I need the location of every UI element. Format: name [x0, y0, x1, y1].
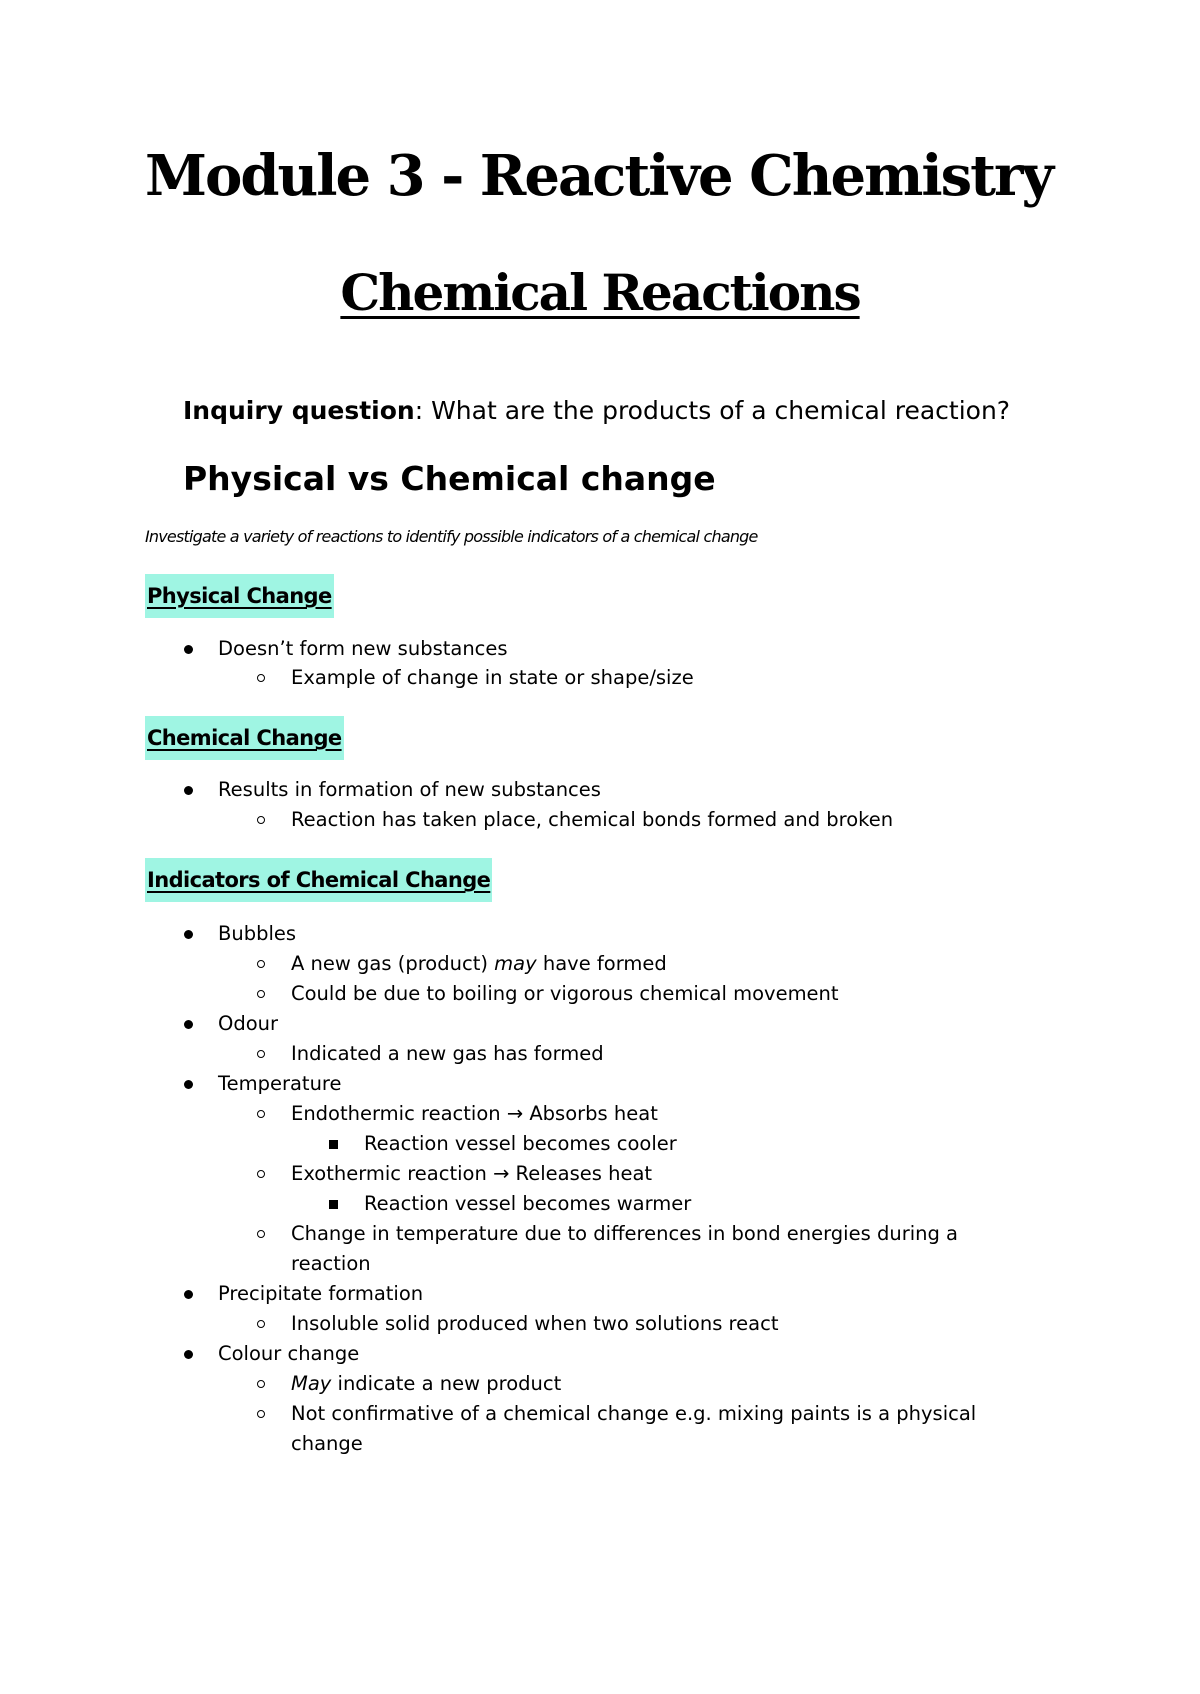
list-item: Bubbles [218, 922, 297, 945]
list-item: Could be due to boiling or vigorous chemical movement [291, 982, 839, 1005]
bullet-circle-icon [257, 1410, 265, 1418]
list-item: Not confirmative of a chemical change e.g. mixing paints is a physical [291, 1402, 977, 1425]
inquiry-question [183, 398, 1010, 423]
list-item: Results in formation of new substances [218, 778, 601, 801]
list-item: Odour [218, 1012, 279, 1035]
bullet-dot-icon [184, 930, 193, 939]
list-text: A new gas (product) [291, 952, 495, 975]
inquiry-text: : What are the products of a chemical reaction? [414, 396, 1011, 425]
indicators-heading: Indicators of Chemical Change [145, 858, 492, 902]
bullet-square-icon [329, 1140, 338, 1149]
bullet-dot-icon [184, 1290, 193, 1299]
list-item-continuation: reaction [291, 1252, 371, 1275]
list-item: Doesn’t form new substances [218, 637, 508, 660]
emphasis-text: may [494, 952, 537, 975]
module-title: Module 3 - Reactive Chemistry [145, 143, 1053, 209]
bullet-circle-icon [257, 1050, 265, 1058]
bullet-circle-icon [257, 990, 265, 998]
list-item: Colour change [218, 1342, 360, 1365]
bullet-dot-icon [184, 1350, 193, 1359]
bullet-circle-icon [257, 1110, 265, 1118]
inquiry-label: Inquiry question [183, 396, 415, 425]
list-item-continuation: change [291, 1432, 363, 1455]
bullet-dot-icon [184, 645, 193, 654]
list-item: Insoluble solid produced when two solutions react [291, 1312, 779, 1335]
investigate-note: Investigate a variety of reactions to identify possible indicators of a chemical change [145, 527, 758, 546]
bullet-dot-icon [184, 786, 193, 795]
physical-change-heading: Physical Change [145, 574, 334, 618]
list-item: Temperature [218, 1072, 342, 1095]
bullet-circle-icon [257, 960, 265, 968]
list-item: Change in temperature due to differences in bond energies during a [291, 1222, 959, 1245]
bullet-circle-icon [257, 1170, 265, 1178]
list-item: Exothermic reaction → Releases heat [291, 1162, 653, 1185]
bullet-circle-icon [257, 1380, 265, 1388]
list-text: have formed [536, 952, 667, 975]
list-item: Reaction has taken place, chemical bonds formed and broken [291, 808, 894, 831]
list-item: Endothermic reaction → Absorbs heat [291, 1102, 658, 1125]
chemical-change-heading: Chemical Change [145, 716, 344, 760]
list-item: Indicated a new gas has formed [291, 1042, 604, 1065]
bullet-square-icon [329, 1200, 338, 1209]
bullet-circle-icon [257, 816, 265, 824]
bullet-circle-icon [257, 1320, 265, 1328]
bullet-circle-icon [257, 1230, 265, 1238]
list-item: Example of change in state or shape/size [291, 666, 694, 689]
list-item: Reaction vessel becomes cooler [364, 1132, 677, 1155]
list-item [291, 954, 667, 974]
emphasis-text: May [291, 1372, 332, 1395]
list-item: Precipitate formation [218, 1282, 424, 1305]
list-text: indicate a new product [331, 1372, 562, 1395]
list-item [291, 1374, 561, 1394]
list-item: Reaction vessel becomes warmer [364, 1192, 692, 1215]
chemical-reactions-title: Chemical Reactions [340, 263, 860, 322]
bullet-dot-icon [184, 1020, 193, 1029]
bullet-circle-icon [257, 674, 265, 682]
section-heading: Physical vs Chemical change [183, 459, 716, 498]
bullet-dot-icon [184, 1080, 193, 1089]
